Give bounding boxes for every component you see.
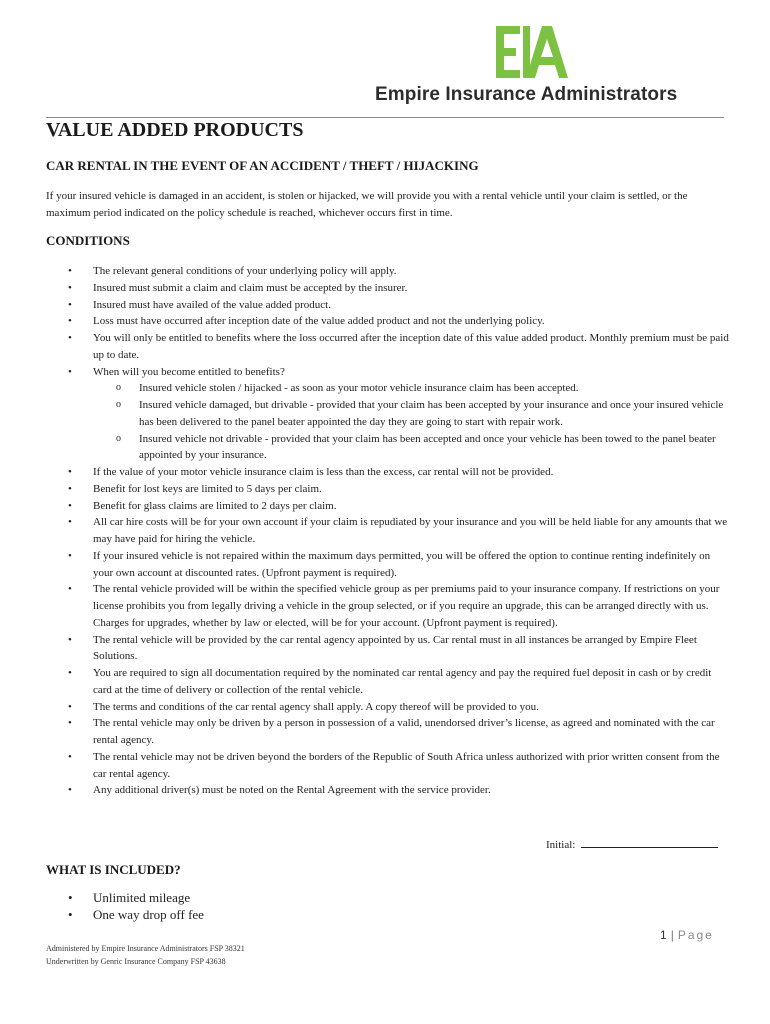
conditions-heading: CONDITIONS <box>46 233 130 248</box>
included-item: • Unlimited mileage <box>0 889 204 906</box>
condition-item: • Insured must have availed of the value added product. <box>0 297 730 314</box>
condition-item: • The terms and conditions of the car rental agency shall apply. A copy thereof will be provided to you. <box>0 699 730 716</box>
condition-item: • You are required to sign all documentation required by the nominated car rental agency and pay the required fuel deposit in cash or by credit card at the time of delivery or collection of the rental vehicle. <box>0 665 730 699</box>
page-title: VALUE ADDED PRODUCTS <box>46 119 304 141</box>
condition-item: • The rental vehicle provided will be within the specified vehicle group as per premiums paid to your insurance company. If restrictions on your license prohibits you from legally driving a vehicle in the group selected, or if you require an upgrade, this can be arranged directly with us. Charges for upgrades, whether by law or elected, will be for your account. (Upfront payment is required). <box>0 581 730 631</box>
condition-item: • Benefit for lost keys are limited to 5 days per claim. <box>0 481 730 498</box>
page-footer <box>46 942 245 968</box>
header-divider <box>46 117 724 118</box>
included-list <box>0 889 204 923</box>
condition-item-entitlement <box>0 364 730 465</box>
condition-item: • Loss must have occurred after inception date of the value added product and not the underlying policy. <box>0 313 730 330</box>
condition-item: • Benefit for glass claims are limited to 2 days per claim. <box>0 498 730 515</box>
condition-item: • Insured must submit a claim and claim must be accepted by the insurer. <box>0 280 730 297</box>
condition-item: • The relevant general conditions of your underlying policy will apply. <box>0 263 730 280</box>
intro-paragraph: If your insured vehicle is damaged in an accident, is stolen or hijacked, we will provide you with a rental vehicle until your claim is settled, or the maximum period indicated on the policy schedule is reached, whichever occurs first in time. <box>46 190 688 219</box>
condition-item: • The rental vehicle will be provided by the car rental agency appointed by us. Car rental must in all instances be arranged by Empire Fleet Solutions. <box>0 632 730 666</box>
condition-item: • The rental vehicle may only be driven by a person in possession of a valid, unendorsed driver’s license, as agreed and nominated with the car rental agency. <box>0 715 730 749</box>
entitlement-item: o Insured vehicle stolen / hijacked - as soon as your motor vehicle insurance claim has been accepted. <box>93 380 730 397</box>
initial-field <box>546 837 718 851</box>
included-heading: WHAT IS INCLUDED? <box>46 862 181 877</box>
condition-item-text: When will you become entitled to benefits? <box>93 365 285 378</box>
footer-administered: Administered by Empire Insurance Administrators FSP 38321 <box>46 944 245 953</box>
entitlement-item: o Insured vehicle damaged, but drivable - provided that your claim has been accepted by your insurance and once your insured vehicle has been delivered to the panel beater appointed the day they are going to start with repair work. <box>93 397 730 431</box>
page-number-value: 1 <box>660 928 667 942</box>
page-number <box>660 928 714 942</box>
condition-item: • If your insured vehicle is not repaired within the maximum days permitted, you will be offered the option to continue renting indefinitely on your own account at discounted rates. (Upfront payment is required). <box>0 548 730 582</box>
entitlement-sublist <box>93 380 730 464</box>
conditions-list <box>0 263 730 799</box>
condition-item: • The rental vehicle may not be driven beyond the borders of the Republic of South Africa unless authorized with prior written consent from the car rental agency. <box>0 749 730 783</box>
eia-logo <box>496 26 568 78</box>
section-heading-car-rental: CAR RENTAL IN THE EVENT OF AN ACCIDENT / THEFT / HIJACKING <box>46 158 479 173</box>
page-word: Page <box>677 928 714 942</box>
condition-item: • Any additional driver(s) must be noted on the Rental Agreement with the service provider. <box>0 782 730 799</box>
included-item: • One way drop off fee <box>0 906 204 923</box>
initial-signature-line <box>581 837 718 848</box>
condition-item: • If the value of your motor vehicle insurance claim is less than the excess, car rental will not be provided. <box>0 464 730 481</box>
page-number-separator: | <box>670 928 674 942</box>
condition-item: • All car hire costs will be for your own account if your claim is repudiated by your insurance and you will be held liable for any amounts that we may have paid for hiring the vehicle. <box>0 514 730 548</box>
entitlement-item: o Insured vehicle not drivable - provided that your claim has been accepted and once your vehicle has been towed to the panel beater appointed by your insurance. <box>93 431 730 465</box>
footer-underwritten: Underwritten by Genric Insurance Company FSP 43638 <box>46 957 226 966</box>
condition-item: • You will only be entitled to benefits where the loss occurred after the inception date of this value added product. Monthly premium must be paid up to date. <box>0 330 730 364</box>
company-name: Empire Insurance Administrators <box>375 84 678 105</box>
initial-label: Initial: <box>546 839 576 851</box>
